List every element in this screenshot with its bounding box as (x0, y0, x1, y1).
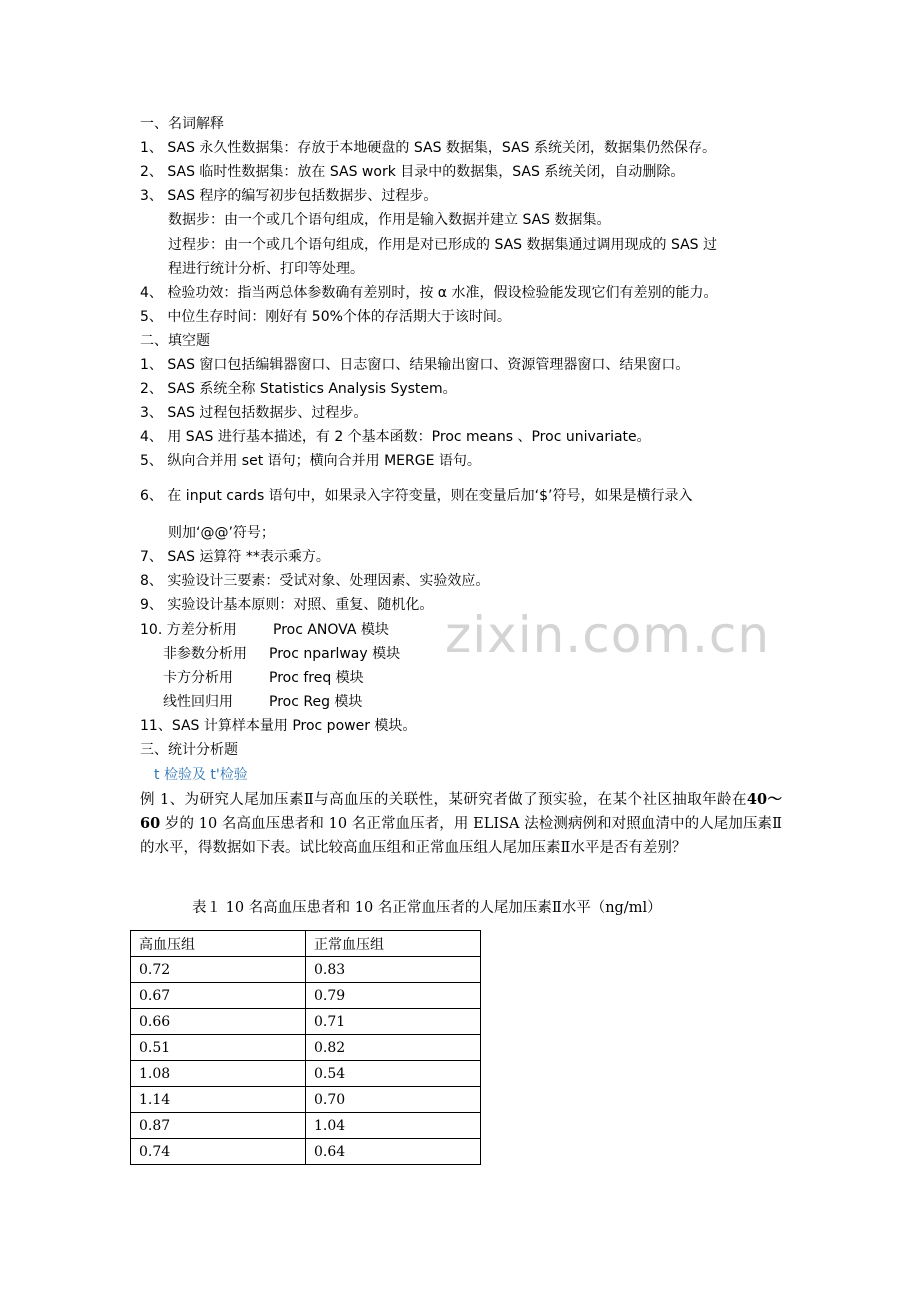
section2-item-7: 7、 SAS 运算符 **表示乘方。 (140, 549, 330, 565)
table-header-cell: 正常血压组 (306, 931, 481, 957)
section2-item-11: 11、SAS 计算样本量用 Proc power 模块。 (140, 718, 417, 734)
section1-item-5: 5、 中位生存时间：刚好有 50%个体的存活期大于该时间。 (140, 309, 511, 325)
table-caption: 表１ 10 名高血压患者和 10 名正常血压者的人尾加压素Ⅱ水平（ng/ml） (192, 900, 662, 916)
section2-item-6a: 6、 在 input cards 语句中，如果录入字符变量，则在变量后加‘$’符号，如果是横行录入 (140, 488, 693, 504)
table-header-cell: 高血压组 (131, 931, 306, 957)
table-row (131, 983, 481, 1009)
section2-item-2: 2、 SAS 系统全称 Statistics Analysis System。 (140, 381, 457, 397)
section2-sub-label-3: 线性回归用 (163, 694, 233, 710)
data-table (130, 930, 481, 1165)
table-row (131, 1087, 481, 1113)
section2-sub-value-2: Proc freq 模块 (269, 670, 364, 686)
table-cell: 0.83 (306, 957, 481, 983)
table-cell: 0.79 (306, 983, 481, 1009)
table-cell: 0.51 (131, 1035, 306, 1061)
table-cell: 0.70 (306, 1087, 481, 1113)
section2-item-5: 5、 纵向合并用 set 语句；横向合并用 MERGE 语句。 (140, 453, 481, 469)
section2-sub-label-2: 卡方分析用 (163, 670, 233, 686)
table-cell: 0.71 (306, 1009, 481, 1035)
table-row (131, 957, 481, 983)
section2-item-3: 3、 SAS 过程包括数据步、过程步。 (140, 405, 368, 421)
section2-sub-value-1: Proc nparlway 模块 (269, 646, 401, 662)
table-row (131, 1139, 481, 1165)
table-cell: 1.04 (306, 1113, 481, 1139)
table-cell: 1.08 (131, 1061, 306, 1087)
table-cell: 0.66 (131, 1009, 306, 1035)
section1-item-3-sub-2b: 程进行统计分析、打印等处理。 (168, 261, 364, 277)
section2-item-9: 9、 实验设计基本原则：对照、重复、随机化。 (140, 597, 434, 613)
table-row (131, 1009, 481, 1035)
section1-item-3-sub-1: 数据步：由一个或几个语句组成，作用是输入数据并建立 SAS 数据集。 (168, 212, 611, 228)
table-cell: 0.54 (306, 1061, 481, 1087)
table-cell: 0.74 (131, 1139, 306, 1165)
section1-item-3-sub-2a: 过程步：由一个或几个语句组成，作用是对已形成的 SAS 数据集通过调用现成的 SAS 过 (168, 237, 718, 253)
section2-sub-value-3: Proc Reg 模块 (269, 694, 363, 710)
example-text-bold: 40～60 (140, 791, 782, 832)
table-cell: 0.87 (131, 1113, 306, 1139)
table-cell: 0.82 (306, 1035, 481, 1061)
table-cell: 0.67 (131, 983, 306, 1009)
example-text-pre: 例 1、为研究人尾加压素Ⅱ与高血压的关联性，某研究者做了预实验，在某个社区抽取年龄在 (140, 792, 747, 808)
section2-item-6b: 则加‘@@’符号； (168, 525, 275, 541)
watermark: zixin.com.cn (445, 606, 771, 664)
table-row (131, 1113, 481, 1139)
section2-item-10-label: 10. 方差分析用 (140, 622, 237, 638)
section1-item-2: 2、 SAS 临时性数据集：放在 SAS work 目录中的数据集，SAS 系统关闭，自动删除。 (140, 164, 685, 180)
section1-title: 一、名词解释 (140, 116, 224, 132)
section1-item-1: 1、 SAS 永久性数据集：存放于本地硬盘的 SAS 数据集，SAS 系统关闭，数据集仍然保存。 (140, 140, 716, 156)
section2-title: 二、填空题 (140, 333, 210, 349)
section2-item-4: 4、 用 SAS 进行基本描述，有 2 个基本函数：Proc means 、Proc univariate。 (140, 429, 651, 445)
section3-subtitle: t 检验及 t'检验 (154, 767, 248, 783)
table-cell: 1.14 (131, 1087, 306, 1113)
section1-item-3: 3、 SAS 程序的编写初步包括数据步、过程步。 (140, 188, 438, 204)
section2-item-10-value: Proc ANOVA 模块 (273, 622, 389, 638)
table-row (131, 1061, 481, 1087)
section2-item-8: 8、 实验设计三要素：受试对象、处理因素、实验效应。 (140, 573, 490, 589)
table-cell: 0.64 (306, 1139, 481, 1165)
section2-sub-label-1: 非参数分析用 (163, 646, 247, 662)
section3-title: 三、统计分析题 (140, 742, 238, 758)
table-row (131, 1035, 481, 1061)
section1-item-4: 4、 检验功效：指当两总体参数确有差别时，按 α 水准，假设检验能发现它们有差别的能力。 (140, 285, 718, 301)
example-text-post: 岁的 10 名高血压患者和 10 名正常血压者，用 ELISA 法检测病例和对照血清中的人尾加压素Ⅱ的水平，得数据如下表。试比较高血压组和正常血压组人尾加压素Ⅱ水平是否有差别？ (140, 816, 782, 856)
table-header-row (131, 931, 481, 957)
section2-item-1: 1、 SAS 窗口包括编辑器窗口、日志窗口、结果输出窗口、资源管理器窗口、结果窗口。 (140, 357, 690, 373)
table-cell: 0.72 (131, 957, 306, 983)
example-paragraph (140, 788, 782, 860)
